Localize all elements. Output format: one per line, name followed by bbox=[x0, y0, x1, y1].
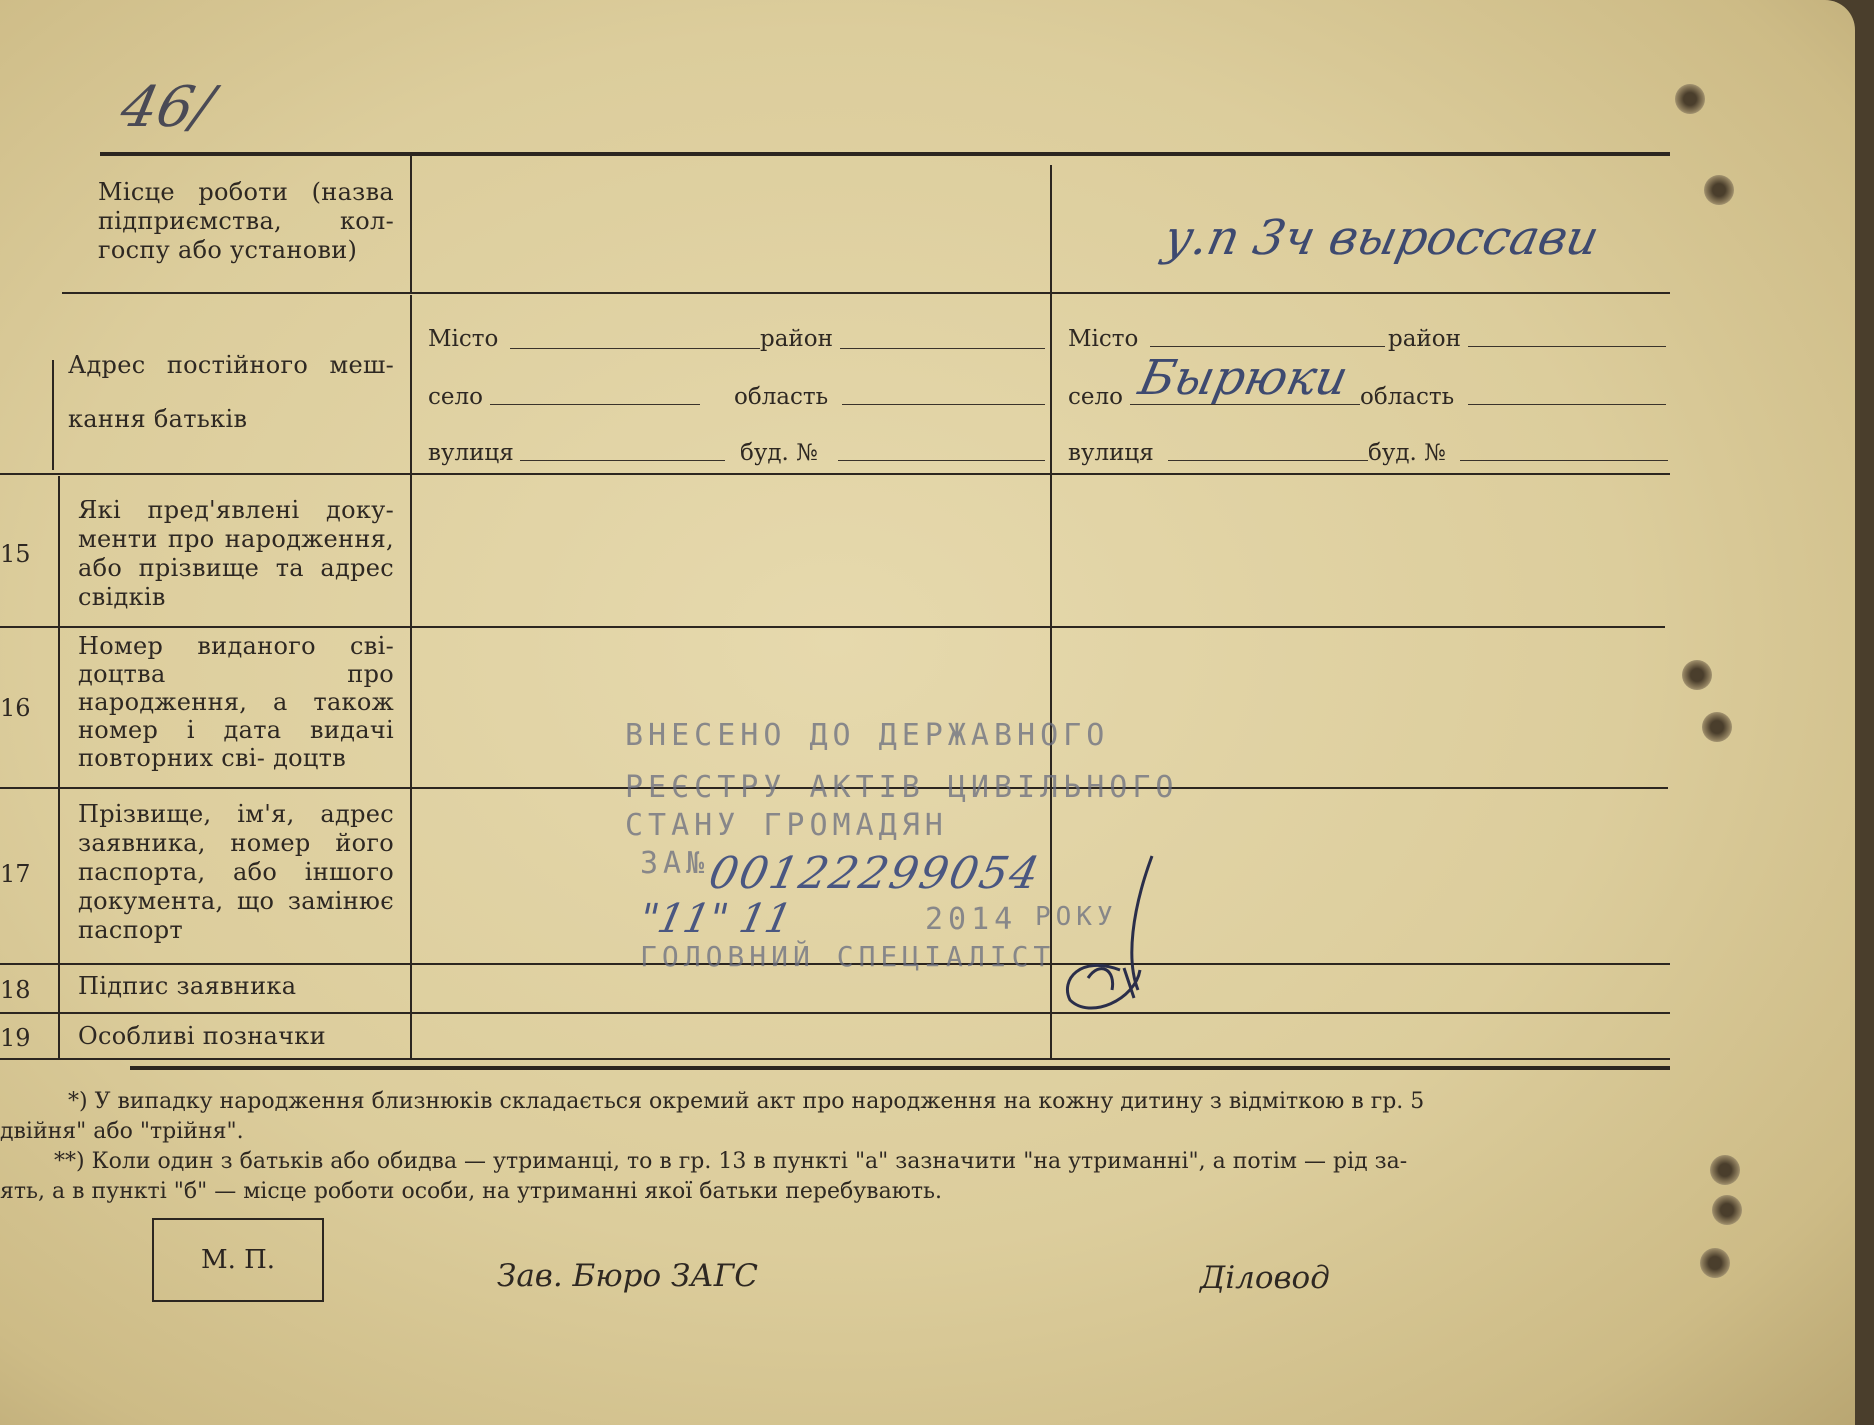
punch-hole bbox=[1682, 660, 1712, 690]
column-divider bbox=[52, 360, 54, 470]
row-label-19: Особливі позначки bbox=[78, 1022, 326, 1050]
column-divider bbox=[1050, 165, 1052, 295]
official-signature bbox=[1040, 850, 1180, 1010]
row-divider bbox=[0, 1012, 1670, 1014]
head-of-registry-label: Зав. Бюро ЗАГС bbox=[497, 1258, 759, 1294]
stamp-line-3: СТАНУ ГРОМАДЯН bbox=[625, 808, 948, 843]
row-divider bbox=[0, 473, 1670, 475]
blank-line bbox=[520, 460, 725, 461]
column-divider bbox=[58, 476, 60, 1058]
column-divider bbox=[410, 295, 412, 1058]
page-number-mark: 46/ bbox=[115, 75, 220, 140]
addr-right-city: Місто bbox=[1068, 326, 1139, 352]
addr-right-district: район bbox=[1388, 326, 1461, 352]
blank-line bbox=[490, 404, 700, 405]
table-top-border bbox=[100, 152, 1670, 156]
addr-left-village: село bbox=[428, 384, 483, 410]
row-divider bbox=[0, 626, 1665, 628]
addr-left-street: вулиця bbox=[428, 440, 514, 466]
addr-right-region: область bbox=[1360, 384, 1455, 410]
punch-hole bbox=[1702, 712, 1732, 742]
table-bottom-border bbox=[130, 1066, 1670, 1070]
punch-hole bbox=[1712, 1195, 1742, 1225]
row-label-18: Підпис заявника bbox=[78, 972, 297, 1000]
handwritten-village: Бырюки bbox=[1134, 350, 1353, 406]
row-number-18: 18 bbox=[0, 976, 31, 1004]
row-label-address: Адрес постійного меш- кання батьків bbox=[68, 351, 394, 433]
row-label-17: Прізвище, ім'я, адрес заявника, номер його паспорта, або іншого документа, що замінює паспорт bbox=[78, 800, 394, 944]
addr-right-house: буд. № bbox=[1368, 440, 1446, 466]
row-label-15: Які пред'явлені доку- менти про народження, або прізвище та адрес свідків bbox=[78, 496, 394, 611]
seal-place-box: М. П. bbox=[152, 1218, 324, 1302]
row-number-15: 15 bbox=[0, 540, 31, 568]
blank-line bbox=[1468, 346, 1666, 347]
footnote-2-line-2: ять, а в пункті "б" — місце роботи особи, на утриманні якої батьки перебувають. bbox=[0, 1179, 942, 1204]
addr-left-house: буд. № bbox=[740, 440, 818, 466]
stamp-date-month: 11 bbox=[735, 896, 796, 942]
footnote-1-line-1: *) У випадку народження близнюків складається окремий акт про народження на кожну дитину з відміткою в гр. 5 bbox=[68, 1089, 1425, 1114]
punch-hole bbox=[1710, 1155, 1740, 1185]
stamp-line-6: ГОЛОВНИЙ СПЕЦІАЛІСТ bbox=[640, 940, 1056, 973]
stamp-date-day: "11" bbox=[635, 896, 733, 942]
row-number-17: 17 bbox=[0, 860, 31, 888]
blank-line bbox=[510, 348, 760, 349]
blank-line bbox=[1150, 346, 1385, 347]
stamp-record-number: 00122299054 bbox=[704, 848, 1046, 899]
addr-right-village: село bbox=[1068, 384, 1123, 410]
row-divider bbox=[62, 292, 1670, 294]
row-number-16: 16 bbox=[0, 694, 31, 722]
addr-left-district: район bbox=[760, 326, 833, 352]
stamp-number-prefix: ЗА№ bbox=[640, 846, 710, 881]
blank-line bbox=[1460, 460, 1668, 461]
stamp-line-1: ВНЕСЕНО ДО ДЕРЖАВНОГО bbox=[625, 718, 1110, 753]
punch-hole bbox=[1700, 1248, 1730, 1278]
punch-hole bbox=[1675, 84, 1705, 114]
blank-line bbox=[1468, 404, 1666, 405]
blank-line bbox=[838, 460, 1045, 461]
column-divider bbox=[410, 154, 412, 292]
footnote-2-line-1: **) Коли один з батьків або обидва — утриманці, то в гр. 13 в пункті "а" зазначити "на утриманні", а потім — рід за- bbox=[54, 1149, 1408, 1174]
addr-left-city: Місто bbox=[428, 326, 499, 352]
blank-line bbox=[840, 348, 1045, 349]
blank-line bbox=[1168, 460, 1368, 461]
stamp-line-2: РЕЄСТРУ АКТІВ ЦИВІЛЬНОГО bbox=[625, 770, 1179, 805]
clerk-label: Діловод bbox=[1200, 1260, 1330, 1296]
row-label-16: Номер виданого сві- доцтва про народження, а також номер і дата видачі повторних сві- доцтв bbox=[78, 632, 394, 772]
row-label-workplace: Місце роботи (назва підприємства, кол- госпу або установи) bbox=[98, 178, 394, 264]
addr-left-region: область bbox=[734, 384, 829, 410]
row-divider bbox=[0, 1058, 1670, 1060]
punch-hole bbox=[1704, 175, 1734, 205]
blank-line bbox=[842, 404, 1045, 405]
stamp-year-suffix: РОКУ bbox=[1035, 902, 1118, 932]
footnote-1-line-2: двійня" або "трійня". bbox=[0, 1119, 244, 1144]
stamp-date-year: 2014 bbox=[925, 902, 1018, 937]
row-number-19: 19 bbox=[0, 1024, 31, 1052]
addr-right-street: вулиця bbox=[1068, 440, 1154, 466]
handwritten-workplace: у.п 3ч выроссави bbox=[1159, 210, 1604, 266]
